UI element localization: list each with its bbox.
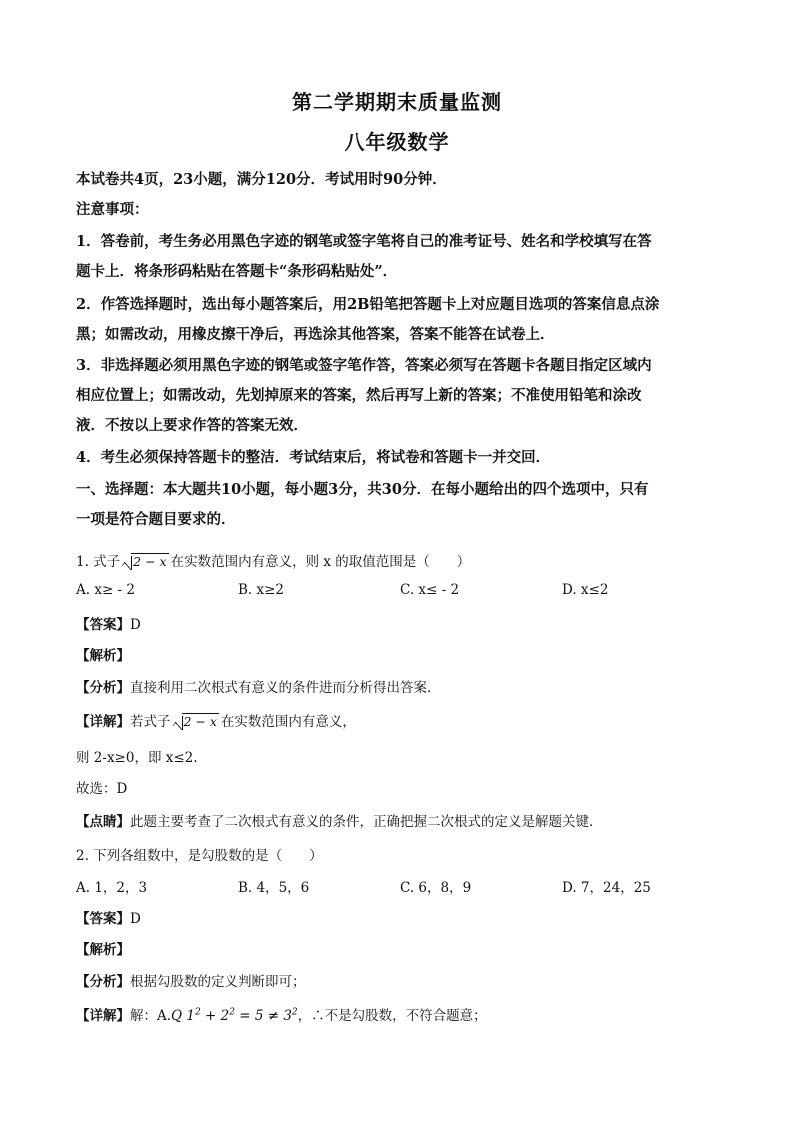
radicand: 2 − x <box>133 554 167 569</box>
math-part: Q 1 <box>171 1008 195 1024</box>
q1-option-b: B. x≥2 <box>238 582 285 598</box>
page-title: 第二学期期末质量监测 <box>292 90 502 114</box>
q2-analysis <box>76 938 130 958</box>
question-1-suffix: 在实数范围内有意义，则 x 的取值范围是（ ） <box>170 554 471 570</box>
fenxi-tag: 【分析】 <box>76 680 130 696</box>
detail-suffix: 在实数范围内有意义， <box>220 714 356 730</box>
exponent: 2 <box>291 1007 298 1018</box>
notice-line: 题卡上．将条形码粘贴在答题卡“条形码粘贴处”． <box>76 263 398 280</box>
exponent: 2 <box>229 1007 235 1018</box>
notice-heading: 注意事项： <box>76 201 149 218</box>
q1-fenxi <box>76 676 441 696</box>
detail-tag: 【详解】 <box>76 1008 130 1024</box>
q2-fenxi <box>76 970 306 990</box>
analysis-tag: 【解析】 <box>76 942 130 958</box>
q1-option-d: D. x≤2 <box>562 582 609 598</box>
q2-answer <box>76 907 141 927</box>
sqrt-expression <box>173 714 219 729</box>
detail-tag: 【详解】 <box>76 714 130 730</box>
math-end: ，∴ <box>297 1008 325 1024</box>
math-expression <box>171 1008 298 1024</box>
notice-line: 相应位置上；如需改动，先划掉原来的答案，然后再写上新的答案；不准使用铅笔和涂改 <box>76 387 642 404</box>
q1-answer <box>76 613 141 633</box>
math-part: + 2 <box>200 1008 230 1024</box>
radicand: 2 − x <box>183 714 217 729</box>
notice-line: 2．作答选择题时，选出每小题答案后，用2B铅笔把答题卡上对应题目选项的答案信息点涂 <box>76 296 660 313</box>
analysis-tag: 【解析】 <box>76 648 130 664</box>
exam-summary: 本试卷共4页，23小题，满分120分．考试用时90分钟． <box>76 171 447 188</box>
question-1-stem <box>76 550 470 570</box>
q1-option-c: C. x≤ - 2 <box>400 582 460 598</box>
comment-tag: 【点睛】 <box>76 814 130 830</box>
answer-tag: 【答案】 <box>76 617 130 633</box>
answer-value: D <box>130 617 141 633</box>
question-1-prefix: 1. 式子 <box>76 554 121 570</box>
page-subtitle: 八年级数学 <box>344 130 450 154</box>
question-2-stem: 2. 下列各组数中，是勾股数的是（ ） <box>76 848 323 864</box>
fenxi-text: 直接利用二次根式有意义的条件进而分析得出答案． <box>130 680 441 696</box>
q2-detail <box>76 1004 487 1024</box>
notice-line: 液．不按以上要求作答的答案无效． <box>76 417 308 434</box>
fenxi-text: 根据勾股数的定义判断即可； <box>130 974 306 990</box>
exponent: 2 <box>195 1007 201 1018</box>
detail-prefix: 若式子 <box>130 714 171 730</box>
detail-rest: 不是勾股数，不符合题意； <box>324 1008 487 1024</box>
q1-comment <box>76 810 603 830</box>
q1-option-a: A. x≥ - 2 <box>76 582 135 598</box>
fenxi-tag: 【分析】 <box>76 974 130 990</box>
sqrt-expression <box>122 554 168 569</box>
q2-option-a: A. 1，2，3 <box>76 880 148 896</box>
notice-line: 黑；如需改动，用橡皮擦干净后，再选涂其他答案，答案不能答在试卷上． <box>76 326 555 343</box>
notice-line: 1．答卷前，考生务必用黑色字迹的钢笔或签字笔将自己的准考证号、姓名和学校填写在答 <box>76 233 652 250</box>
q1-choose: 故选：D <box>76 781 128 797</box>
notice-line: 3．非选择题必须用黑色字迹的钢笔或签字笔作答，答案必须写在答题卡各题目指定区域内 <box>76 357 652 374</box>
q1-analysis <box>76 644 130 664</box>
section-heading: 一、选择题：本大题共10小题，每小题3分，共30分．在每小题给出的四个选项中，只有 <box>76 481 649 498</box>
q2-option-d: D. 7，24，25 <box>562 880 651 896</box>
answer-tag: 【答案】 <box>76 911 130 927</box>
q2-option-b: B. 4，5，6 <box>238 880 310 896</box>
notice-line: 4．考生必须保持答题卡的整洁．考试结束后，将试卷和答题卡一并交回． <box>76 449 551 466</box>
q2-option-c: C. 6，8，9 <box>400 880 472 896</box>
answer-value: D <box>130 911 141 927</box>
comment-text: 此题主要考查了二次根式有意义的条件，正确把握二次根式的定义是解题关键． <box>130 814 603 830</box>
q1-detail <box>76 710 356 730</box>
detail-lead: 解：A. <box>130 1008 172 1024</box>
q1-step: 则 2-x≥0，即 x≤2. <box>76 750 198 766</box>
math-part: = 5 ≠ 3 <box>234 1008 292 1024</box>
section-heading-cont: 一项是符合题目要求的． <box>76 511 236 528</box>
